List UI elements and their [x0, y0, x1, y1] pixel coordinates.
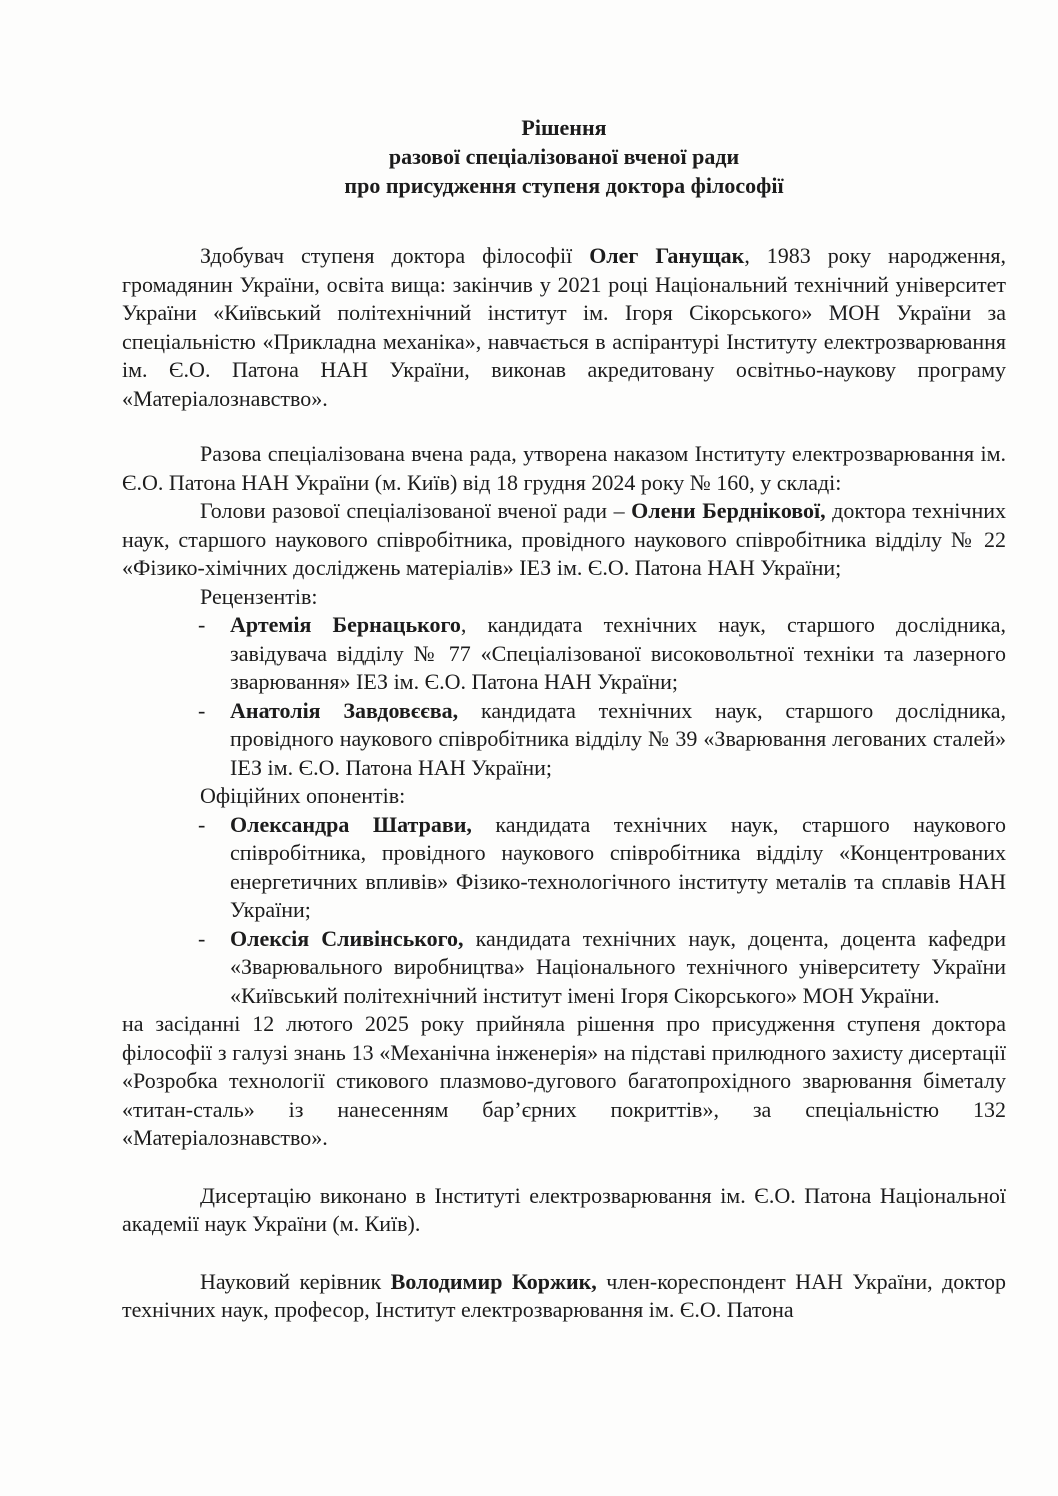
opponents-heading: Офіційних опонентів: [200, 783, 406, 808]
title-line-3: про присудження ступеня доктора філософії [344, 173, 784, 198]
chair-paragraph [122, 497, 1006, 583]
list-item [122, 811, 1006, 925]
candidate-details: , 1983 року народження, громадянин України, освіта вища: закінчив у 2021 році Національний технічний університет України «Київський політехнічний інститут ім. Ігоря Сікорського» МОН України за спеціальністю «Прикладна механіка», навчається в аспірантурі Інституту електрозварювання ім. Є.О. Патона НАН України, виконав акредитовану освітньо-наукову програму «Матеріалознавство». [122, 243, 1006, 411]
supervisor-details: член-кореспондент НАН України, доктор технічних наук, професор, Інститут електрозварювання ім. Є.О. Патона [122, 1268, 1006, 1322]
opponent-details: кандидата технічних наук, старшого наукового співробітника, провідного наукового співробітника відділу «Концентрованих енергетичних впливів» Фізико-технологічного інституту металів та сплавів НАН України; [230, 811, 1007, 922]
chair-pre: Голови разової спеціалізованої вченої ради – [200, 498, 632, 523]
reviewer-name: Анатолія Завдовєєва, [230, 697, 459, 723]
reviewer-name: Артемія Бернацького [230, 612, 461, 637]
title-line-2: разової спеціалізованої вченої ради [388, 144, 740, 169]
reviewer-details: кандидата технічних наук, старшого дослідника, провідного наукового співробітника відділу № 39 «Зварювання легованих сталей» ІЕЗ ім. Є.О. Патона НАН України; [230, 697, 1006, 780]
reviewers-heading: Рецензентів: [200, 583, 318, 609]
list-dash: - [198, 697, 206, 723]
dissertation-paragraph: Дисертацію виконано в Інституті електрозварювання ім. Є.О. Патона Національної академії наук України (м. Київ). [122, 1182, 1006, 1236]
reviewers-list [122, 611, 1006, 782]
supervisor-pre: Науковий керівник [200, 1268, 391, 1294]
list-dash: - [198, 612, 206, 637]
candidate-paragraph [122, 242, 1006, 413]
candidate-pre: Здобувач ступеня доктора філософії [200, 243, 590, 268]
list-item [122, 611, 1006, 697]
supervisor-name: Володимир Коржик, [390, 1268, 597, 1294]
supervisor-paragraph [122, 1268, 1006, 1325]
chair-name: Олени Берднікової, [631, 498, 826, 523]
list-dash: - [198, 925, 206, 951]
opponent-name: Олександра Шатрави, [230, 811, 472, 837]
document-body [122, 113, 1006, 1325]
document-title [122, 113, 1006, 200]
opponent-name: Олексія Сливінського, [230, 925, 464, 951]
decision-paragraph: на засіданні 12 лютого 2025 року прийняла рішення про присудження ступеня доктора філософії з галузі знань 13 «Механічна інженерія» на підставі прилюдного захисту дисертації «Розробка технології стикового плазмово-дугового багатопрохідного зварювання біметалу «титан-сталь» із нанесенням бар’єрних покриттів», за спеціальністю 132 «Матеріалознавство». [122, 1011, 1006, 1150]
list-dash: - [198, 811, 206, 837]
candidate-name: Олег Ганущак [589, 243, 745, 268]
chair-details: доктора технічних наук, старшого наукового співробітника, провідного наукового співробітника відділу № 22 «Фізико-хімічних досліджень матеріалів» ІЕЗ ім. Є.О. Патона НАН України; [122, 498, 1006, 580]
opponents-list [122, 811, 1006, 1011]
title-line-1: Рішення [521, 115, 607, 140]
council-intro: Разова спеціалізована вчена рада, утворена наказом Інституту електрозварювання ім. Є.О. Патона НАН України (м. Київ) від 18 грудня 2024 року № 160, у складі: [122, 441, 1006, 495]
opponent-details: кандидата технічних наук, доцента, доцента кафедри «Зварювального виробництва» Національного технічного університету України «Київський політехнічний інститут імені Ігоря Сікорського» МОН України. [230, 925, 1006, 1008]
list-item [122, 925, 1006, 1011]
reviewer-details: , кандидата технічних наук, старшого дослідника, завідувача відділу № 77 «Спеціалізованої високовольтної техніки та лазерного зварювання» ІЕЗ ім. Є.О. Патона НАН України; [230, 612, 1006, 694]
list-item [122, 697, 1006, 783]
